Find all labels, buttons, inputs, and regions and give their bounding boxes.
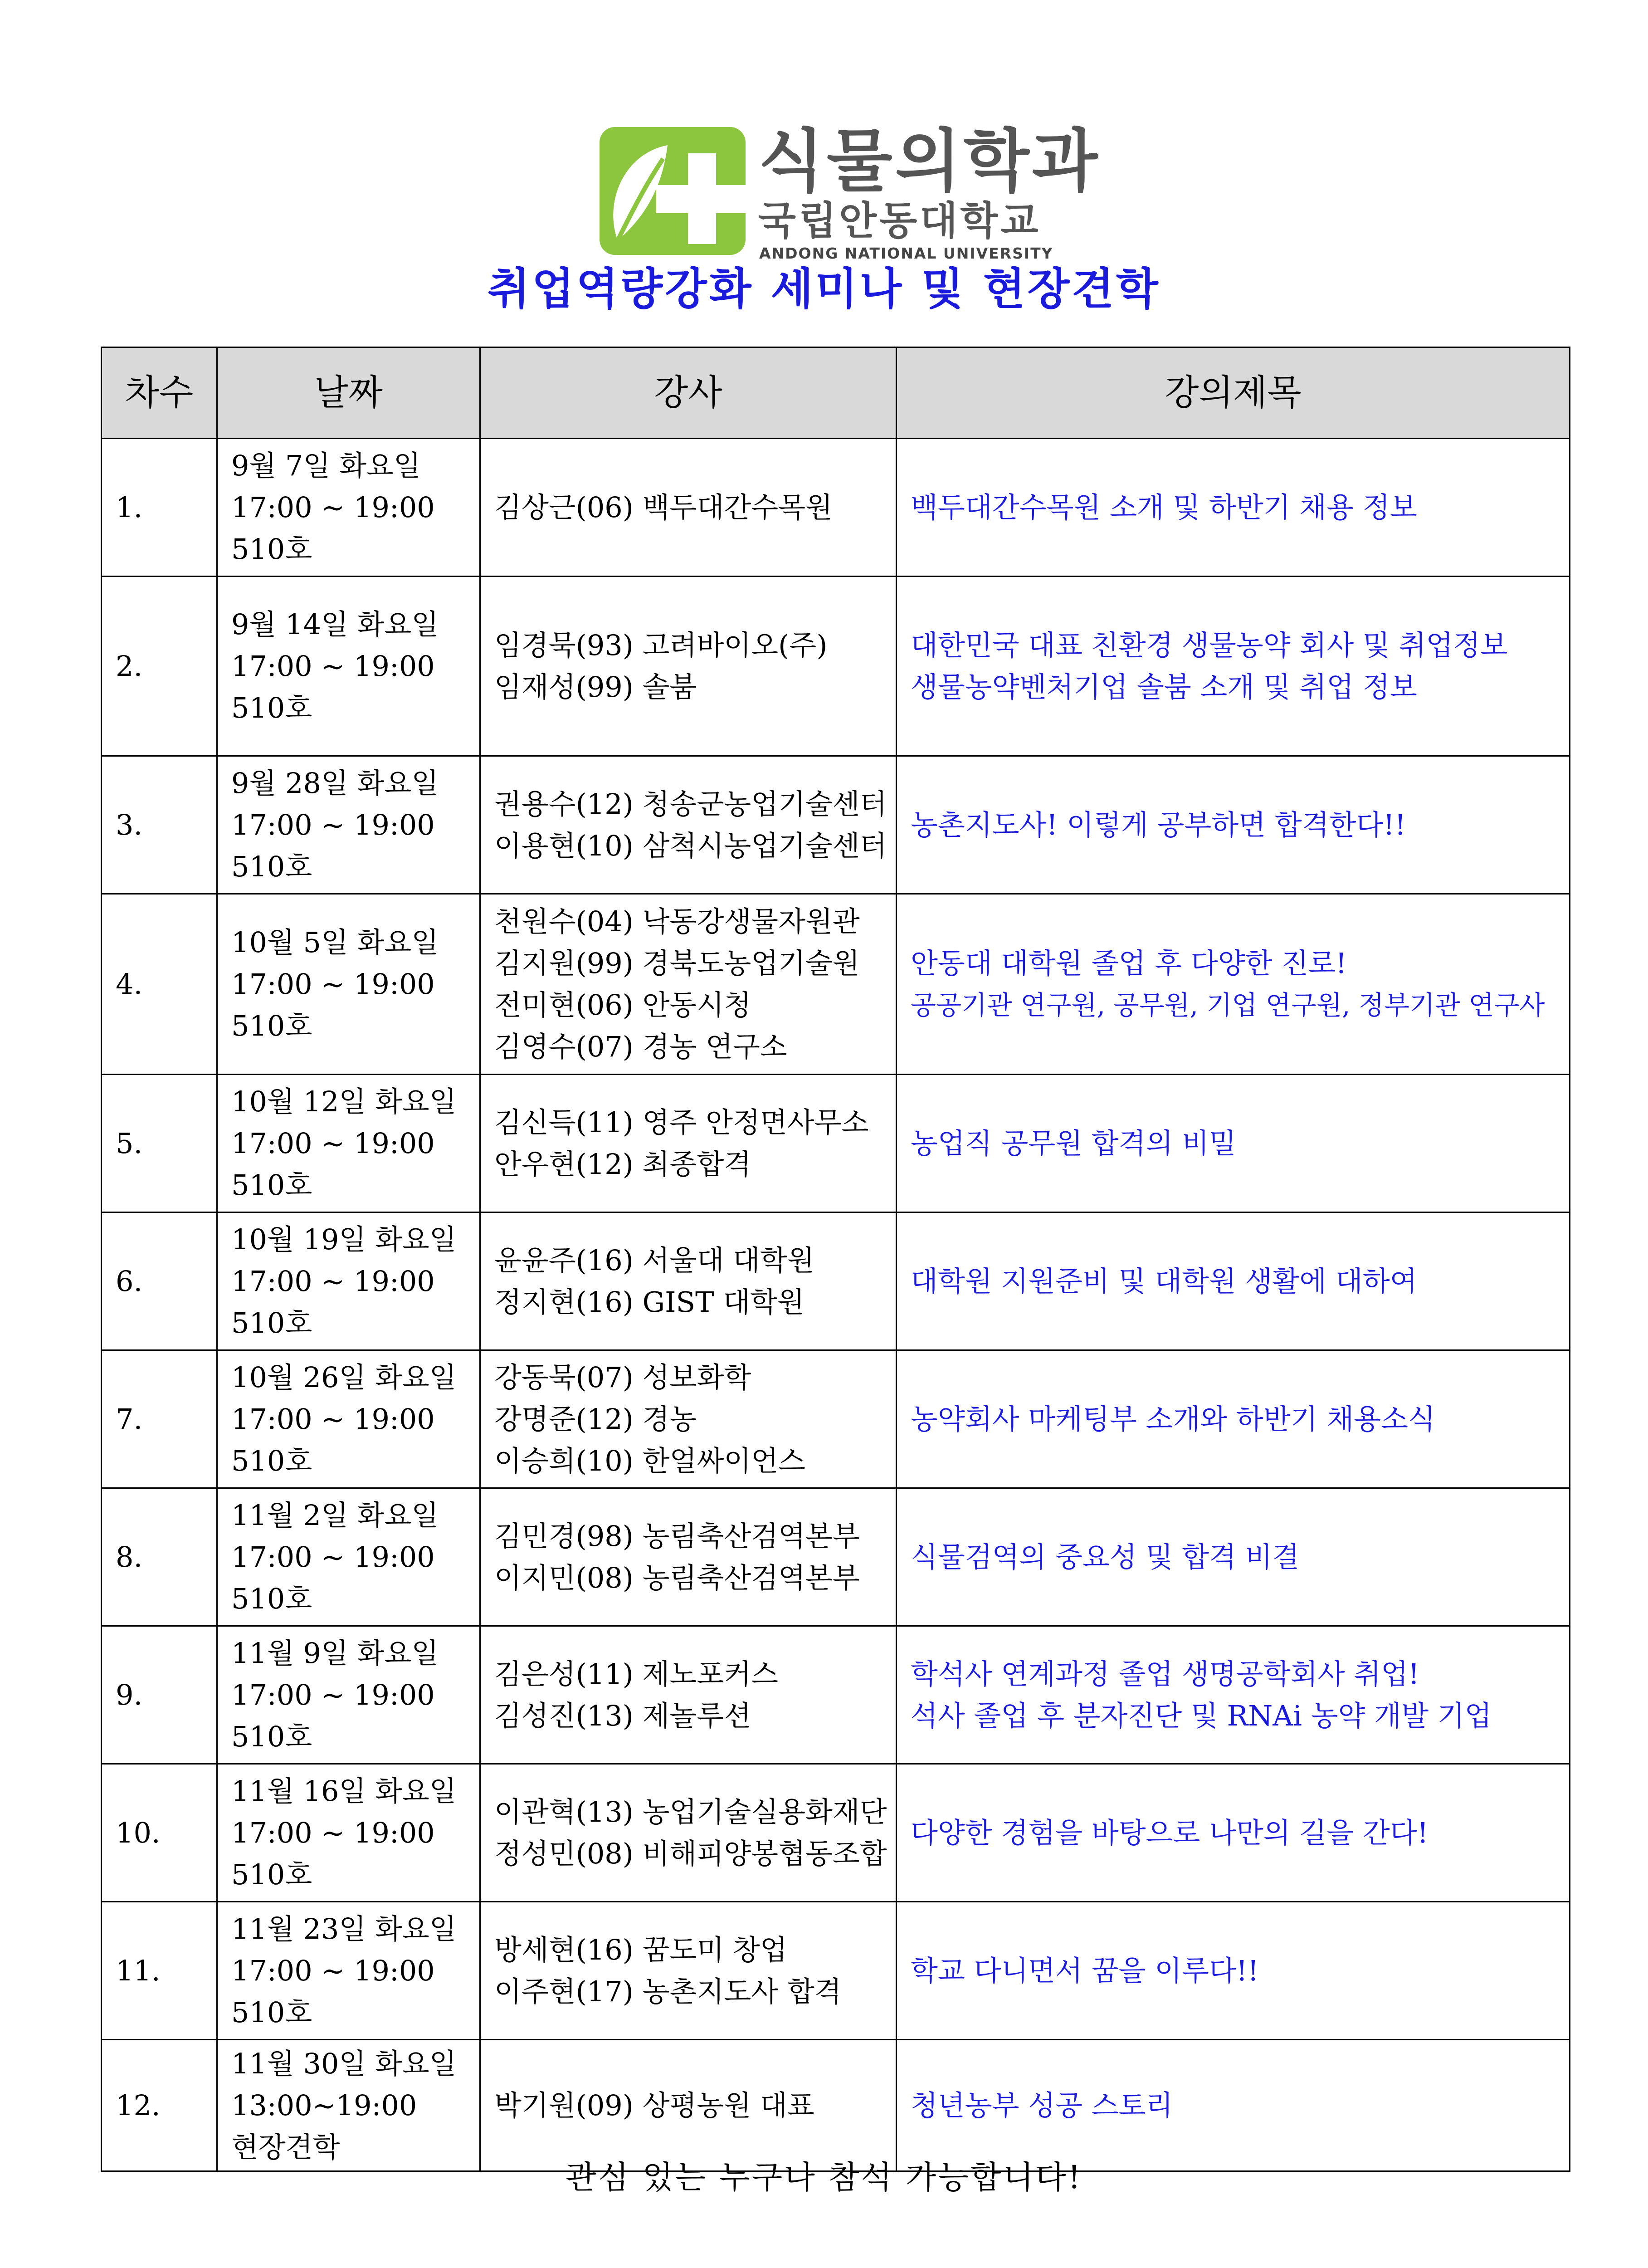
session-number-cell: 6. (102, 1212, 217, 1350)
session-number-cell: 12. (102, 2040, 217, 2171)
date-cell (217, 2040, 480, 2171)
speaker-cell (480, 894, 897, 1075)
leaf-plus-icon (600, 127, 746, 255)
header-session: 차수 (102, 347, 217, 439)
footer-note: 관심 있는 누구나 참석 가능합니다! (566, 2159, 1082, 2196)
lecture-title-cell (897, 1902, 1570, 2040)
lecture-title-line: 학석사 연계과정 졸업 생명공학회사 취업! (911, 1657, 1419, 1691)
date-cell (217, 1488, 480, 1626)
lecture-title-line: 청년농부 성공 스토리 (911, 2088, 1173, 2122)
table-row (102, 1075, 1570, 1212)
lecture-title-cell (897, 1764, 1570, 1902)
speaker-line: 윤윤주(16) 서울대 대학원 (494, 1243, 814, 1277)
logo-english-name: ANDONG NATIONAL UNIVERSITY (759, 244, 1053, 262)
speaker-cell (480, 2040, 897, 2171)
lecture-title-line: 대학원 지원준비 및 대학원 생활에 대하여 (911, 1264, 1417, 1298)
date-line: 510호 (231, 1306, 312, 1339)
table-row (102, 1212, 1570, 1350)
date-line: 510호 (231, 691, 312, 724)
date-cell (217, 577, 480, 756)
lecture-title-cell (897, 1350, 1570, 1488)
speaker-line: 박기원(09) 상평농원 대표 (494, 2088, 814, 2122)
date-cell (217, 894, 480, 1075)
date-line: 17:00 ~ 19:00 (231, 1678, 435, 1711)
date-line: 10월 26일 화요일 (231, 1360, 457, 1394)
speaker-line: 강동묵(07) 성보화학 (494, 1360, 751, 1394)
table-row (102, 577, 1570, 756)
date-line: 510호 (231, 1720, 312, 1753)
date-line: 11월 9일 화요일 (231, 1636, 439, 1670)
speaker-line: 김영수(07) 경농 연구소 (494, 1030, 787, 1063)
header-date: 날짜 (217, 347, 480, 439)
speaker-line: 천원수(04) 낙동강생물자원관 (494, 904, 860, 938)
date-line: 10월 12일 화요일 (231, 1085, 457, 1118)
session-number-cell: 4. (102, 894, 217, 1075)
table-row (102, 756, 1570, 894)
lecture-title-cell (897, 1075, 1570, 1212)
date-line: 9월 14일 화요일 (231, 607, 439, 641)
date-cell (217, 1626, 480, 1764)
table-row (102, 1764, 1570, 1902)
date-line: 현장견학 (231, 2130, 340, 2164)
date-cell (217, 1075, 480, 1212)
speaker-line: 이주현(17) 농촌지도사 합격 (494, 1975, 842, 2008)
lecture-title-cell (897, 1488, 1570, 1626)
table-row (102, 2040, 1570, 2171)
department-logo (600, 122, 1101, 262)
speaker-line: 강명준(12) 경농 (494, 1402, 697, 1436)
session-number-cell: 7. (102, 1350, 217, 1488)
table-row (102, 1902, 1570, 2040)
session-number-cell: 1. (102, 439, 217, 577)
table-row (102, 439, 1570, 577)
speaker-line: 정성민(08) 비해피양봉협동조합 (494, 1837, 887, 1870)
speaker-cell (480, 1764, 897, 1902)
header-lecture-title: 강의제목 (897, 347, 1570, 439)
speaker-line: 김지원(99) 경북도농업기술원 (494, 946, 860, 980)
date-line: 11월 30일 화요일 (231, 2047, 457, 2080)
date-line: 11월 2일 화요일 (231, 1498, 439, 1532)
session-number-cell: 2. (102, 577, 217, 756)
lecture-title-line: 다양한 경험을 바탕으로 나만의 길을 간다! (911, 1816, 1429, 1849)
speaker-cell (480, 1626, 897, 1764)
date-line: 13:00~19:00 (231, 2088, 417, 2122)
lecture-title-cell (897, 577, 1570, 756)
speaker-cell (480, 1212, 897, 1350)
header-speaker: 강사 (480, 347, 897, 439)
date-cell (217, 756, 480, 894)
date-cell (217, 1902, 480, 2040)
lecture-title-cell (897, 756, 1570, 894)
session-number-cell: 5. (102, 1075, 217, 1212)
speaker-line: 이지민(08) 농림축산검역본부 (494, 1561, 860, 1594)
date-cell (217, 1212, 480, 1350)
date-line: 510호 (231, 1995, 312, 2029)
speaker-line: 임재성(99) 솔붐 (494, 670, 697, 704)
lecture-title-cell (897, 439, 1570, 577)
lecture-title-line: 농약회사 마케팅부 소개와 하반기 채용소식 (911, 1402, 1435, 1436)
lecture-title-line: 농업직 공무원 합격의 비밀 (911, 1126, 1236, 1160)
table-header-row (102, 347, 1570, 439)
speaker-line: 이승희(10) 한얼싸이언스 (494, 1444, 806, 1477)
speaker-line: 전미현(06) 안동시청 (494, 988, 751, 1022)
date-line: 17:00 ~ 19:00 (231, 649, 435, 683)
logo-title: 식물의학과 (758, 122, 1101, 201)
date-line: 11월 16일 화요일 (231, 1774, 457, 1808)
date-line: 510호 (231, 1009, 312, 1042)
date-cell (217, 1350, 480, 1488)
date-line: 9월 7일 화요일 (231, 449, 421, 482)
speaker-cell (480, 1902, 897, 2040)
date-line: 9월 28일 화요일 (231, 766, 439, 800)
lecture-title-line: 공공기관 연구원, 공무원, 기업 연구원, 정부기관 연구사 (911, 989, 1545, 1021)
speaker-line: 김성진(13) 제놀루션 (494, 1699, 751, 1732)
speaker-line: 이용현(10) 삼척시농업기술센터 (494, 829, 887, 862)
speaker-cell (480, 1075, 897, 1212)
session-number-cell: 3. (102, 756, 217, 894)
date-line: 17:00 ~ 19:00 (231, 1954, 435, 1987)
speaker-line: 안우현(12) 최종합격 (494, 1147, 751, 1181)
date-line: 510호 (231, 1168, 312, 1202)
speaker-line: 김신득(11) 영주 안정면사무소 (494, 1105, 869, 1139)
speaker-cell (480, 577, 897, 756)
date-line: 17:00 ~ 19:00 (231, 808, 435, 841)
speaker-line: 김은성(11) 제노포커스 (494, 1657, 779, 1691)
date-cell (217, 439, 480, 577)
date-line: 17:00 ~ 19:00 (231, 1540, 435, 1574)
date-line: 11월 23일 화요일 (231, 1912, 457, 1945)
speaker-cell (480, 756, 897, 894)
date-cell (217, 1764, 480, 1902)
lecture-title-cell (897, 1212, 1570, 1350)
date-line: 17:00 ~ 19:00 (231, 1264, 435, 1298)
date-line: 510호 (231, 1444, 312, 1477)
speaker-line: 권용수(12) 청송군농업기술센터 (494, 787, 887, 821)
date-line: 17:00 ~ 19:00 (231, 1126, 435, 1160)
date-line: 510호 (231, 1857, 312, 1891)
date-line: 17:00 ~ 19:00 (231, 967, 435, 1001)
speaker-line: 정지현(16) GIST 대학원 (494, 1285, 804, 1319)
logo-subtitle: 국립안동대학교 (758, 198, 1041, 244)
date-line: 17:00 ~ 19:00 (231, 1402, 435, 1436)
lecture-title-line: 생물농약벤처기업 솔붐 소개 및 취업 정보 (911, 670, 1417, 704)
speaker-cell (480, 1488, 897, 1626)
lecture-title-cell (897, 894, 1570, 1075)
date-line: 17:00 ~ 19:00 (231, 1816, 435, 1849)
lecture-title-line: 백두대간수목원 소개 및 하반기 채용 정보 (911, 490, 1417, 524)
lecture-title-line: 석사 졸업 후 분자진단 및 RNAi 농약 개발 기업 (911, 1699, 1492, 1732)
table-row (102, 1626, 1570, 1764)
table-row (102, 1350, 1570, 1488)
lecture-title-line: 안동대 대학원 졸업 후 다양한 진로! (911, 946, 1347, 980)
session-number-cell: 8. (102, 1488, 217, 1626)
table-row (102, 894, 1570, 1075)
speaker-line: 이관혁(13) 농업기술실용화재단 (494, 1795, 887, 1828)
lecture-title-line: 학교 다니면서 꿈을 이루다!! (911, 1954, 1259, 1987)
date-line: 10월 5일 화요일 (231, 925, 439, 959)
date-line: 10월 19일 화요일 (231, 1222, 457, 1256)
date-line: 17:00 ~ 19:00 (231, 490, 435, 524)
speaker-line: 임경묵(93) 고려바이오(주) (494, 628, 828, 662)
page-title: 취업역량강화 세미나 및 현장견학 (488, 264, 1160, 314)
seminar-schedule-table (101, 347, 1570, 2172)
lecture-title-line: 농촌지도사! 이렇게 공부하면 합격한다!! (911, 808, 1406, 841)
lecture-title-cell (897, 2040, 1570, 2171)
lecture-title-cell (897, 1626, 1570, 1764)
speaker-line: 김민경(98) 농림축산검역본부 (494, 1519, 860, 1553)
session-number-cell: 11. (102, 1902, 217, 2040)
speaker-cell (480, 1350, 897, 1488)
session-number-cell: 9. (102, 1626, 217, 1764)
lecture-title-line: 식물검역의 중요성 및 합격 비결 (911, 1540, 1300, 1574)
session-number-cell: 10. (102, 1764, 217, 1902)
speaker-cell (480, 439, 897, 577)
lecture-title-line: 대한민국 대표 친환경 생물농약 회사 및 취업정보 (911, 628, 1508, 662)
speaker-line: 방세현(16) 꿈도미 창업 (494, 1933, 787, 1966)
speaker-line: 김상근(06) 백두대간수목원 (494, 490, 833, 524)
table-row (102, 1488, 1570, 1626)
date-line: 510호 (231, 1582, 312, 1615)
date-line: 510호 (231, 850, 312, 883)
date-line: 510호 (231, 532, 312, 566)
